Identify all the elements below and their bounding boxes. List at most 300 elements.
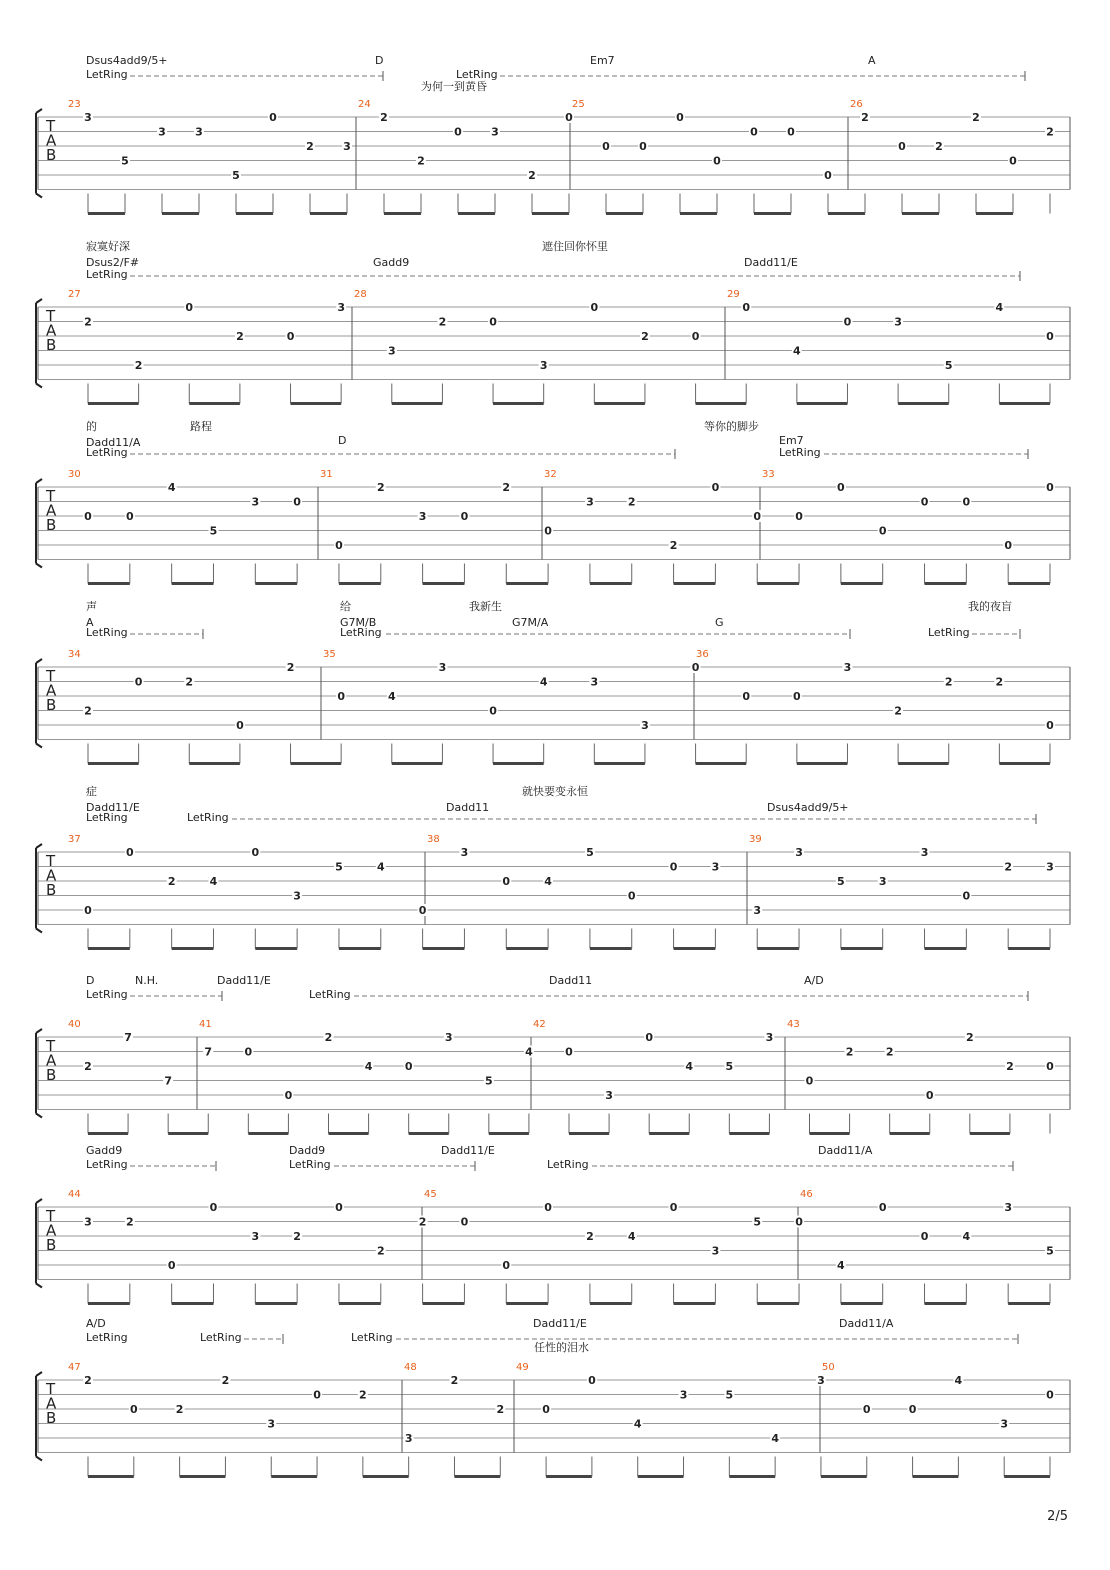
fret-number: 0 [805,1074,814,1088]
fret-number: 3 [251,495,260,509]
measure-number: 45 [424,1189,437,1200]
fret-number: 0 [335,1201,343,1214]
fret-number: 2 [966,1031,974,1044]
measure-number: 23 [68,99,81,110]
fret-number: 3 [418,510,427,523]
letring-label: LetRing [779,446,821,459]
fret-number: 0 [460,510,469,523]
fret-number: 4 [793,344,801,358]
fret-number: 3 [293,889,301,903]
fret-number: 3 [337,301,345,314]
fret-number: 2 [134,359,143,372]
fret-number: 3 [795,846,803,859]
tab-staff [0,425,1110,605]
fret-number: 0 [843,315,852,329]
tab-clef-letter: B [46,336,57,354]
fret-number: 2 [84,1060,92,1073]
fret-number: 2 [502,481,511,494]
fret-number: 4 [633,1417,642,1431]
tab-staff [0,790,1110,970]
measure-number: 36 [696,649,709,660]
chord-label: D [375,54,384,67]
fret-number: 2 [359,1388,367,1402]
fret-number: 3 [641,719,649,732]
lyric-text: 任性的泪水 [534,1341,589,1354]
fret-number: 0 [878,1201,887,1214]
fret-number: 0 [898,140,906,153]
tab-system [0,420,1110,605]
fret-number: 4 [627,1230,636,1243]
fret-number: 3 [605,1089,613,1102]
fret-number: 2 [84,704,92,718]
measure-number: 29 [727,289,740,300]
fret-number: 0 [129,1403,138,1416]
fret-number: 0 [787,125,795,139]
fret-number: 5 [121,154,129,168]
fret-number: 0 [908,1403,917,1416]
fret-number: 2 [84,1374,92,1387]
fret-number: 5 [586,846,594,859]
chord-label: A/D [804,974,824,987]
letring-label: LetRing [928,626,970,639]
fret-number: 4 [376,860,385,874]
fret-number: 4 [685,1060,694,1073]
fret-number: 0 [925,1089,934,1102]
fret-number: 0 [284,1089,293,1102]
fret-number: 5 [753,1215,762,1229]
chord-label: G7M/B [340,616,377,629]
fret-number: 0 [753,510,762,523]
fret-number: 3 [1000,1417,1009,1431]
tab-system [0,600,1110,785]
fret-number: 5 [725,1060,734,1073]
tab-clef-letter: A [46,131,57,150]
fret-number: 0 [824,169,832,182]
fret-number: 0 [837,481,845,494]
tab-clef-letter: A [46,1221,57,1240]
letring-label: LetRing [351,1331,393,1344]
fret-number: 4 [544,875,552,888]
fret-number: 2 [417,154,425,168]
fret-number: 3 [84,1215,92,1229]
tab-clef-letter: A [46,1394,57,1413]
chord-label: D [86,974,95,987]
fret-number: 2 [84,315,92,329]
letring-label: LetRing [309,988,351,1001]
chord-label: Dadd11/A [818,1144,873,1157]
tab-system [0,240,1110,425]
lyric-text: 等你的脚步 [704,420,759,433]
fret-number: 3 [158,125,166,139]
page-number: 2/5 [1047,1509,1068,1524]
tab-staff [0,245,1110,425]
fret-number: 2 [221,1374,230,1387]
fret-number: 0 [1046,719,1054,732]
fret-number: 0 [293,495,301,509]
fret-number: 4 [167,481,176,494]
fret-number: 4 [962,1230,971,1243]
chord-label: A/D [86,1317,106,1330]
letring-label: LetRing [340,626,382,639]
measure-number: 50 [822,1362,835,1373]
fret-number: 4 [364,1060,373,1073]
tab-clef-letter: A [46,1051,57,1070]
fret-number: 0 [125,846,134,859]
lyric-text: 症 [86,785,97,798]
tab-system [0,55,1110,235]
tab-clef-letter: T [46,487,56,505]
staff-bracket [36,844,42,933]
measure-number: 25 [572,99,585,110]
fret-number: 0 [84,904,92,917]
fret-number: 3 [894,315,902,329]
measure-number: 32 [544,469,557,480]
lyric-text: 我新生 [469,600,502,613]
fret-number: 3 [586,495,594,509]
fret-number: 3 [920,846,929,859]
measure-number: 41 [199,1019,212,1030]
fret-number: 3 [267,1417,276,1431]
chord-label: Dadd11/A [839,1317,894,1330]
fret-number: 5 [725,1388,734,1402]
fret-number: 2 [995,675,1004,689]
chord-label: A [86,616,94,629]
letring-label: LetRing [200,1331,242,1344]
fret-number: 0 [313,1388,321,1402]
chord-label: Dadd11 [549,974,593,987]
fret-number: 5 [1046,1244,1054,1258]
tab-clef-letter: A [46,501,57,520]
fret-number: 0 [489,315,497,329]
tab-clef-letter: A [46,681,57,700]
fret-number: 2 [669,539,678,552]
measure-number: 37 [68,834,81,845]
tab-staff [0,975,1110,1155]
letring-label: LetRing [86,446,128,459]
measure-number: 30 [68,469,81,480]
fret-number: 2 [236,330,244,343]
fret-number: 0 [795,1215,803,1229]
fret-number: 0 [962,495,971,509]
fret-number: 7 [164,1074,172,1088]
fret-number: 2 [293,1230,301,1243]
letring-label: LetRing [86,268,128,281]
fret-number: 5 [944,359,953,372]
chord-label: Dadd9 [289,1144,326,1157]
fret-number: 2 [185,675,194,689]
measure-number: 48 [404,1362,417,1373]
fret-number: 0 [669,860,678,874]
lyric-text: 我的夜盲 [968,600,1012,613]
fret-number: 4 [387,690,396,703]
fret-number: 0 [544,1201,552,1214]
tab-staff [0,55,1110,235]
measure-number: 47 [68,1362,81,1373]
letring-label: LetRing [86,1331,128,1344]
chord-label: Em7 [779,434,804,447]
chord-label: N.H. [135,974,159,987]
fret-number: 0 [713,154,721,168]
staff-bracket [36,1372,42,1461]
lyric-text: 寂寞好深 [86,240,130,253]
fret-number: 0 [134,675,143,689]
fret-number: 0 [1004,539,1013,552]
measure-number: 33 [762,469,775,480]
fret-number: 2 [376,481,385,494]
chord-label: Dsus4add9/5+ [86,54,168,67]
fret-number: 0 [460,1215,469,1229]
chord-label: Dsus2/F# [86,256,140,269]
fret-number: 3 [711,1244,720,1258]
fret-number: 3 [843,661,852,674]
chord-label: Dadd11/E [86,801,140,814]
chord-label: Gadd9 [86,1144,123,1157]
fret-number: 2 [125,1215,134,1229]
fret-number: 0 [125,510,134,523]
letring-label: LetRing [86,1158,128,1171]
fret-number: 0 [691,330,700,343]
staff-bracket [36,1199,42,1288]
fret-number: 2 [528,169,536,182]
fret-number: 3 [438,661,447,674]
tab-clef-letter: T [46,307,56,325]
fret-number: 0 [639,140,647,153]
fret-number: 0 [286,330,295,343]
chord-label: Dadd11/E [217,974,271,987]
tab-clef-letter: T [46,852,56,870]
measure-number: 35 [323,649,336,660]
fret-number: 2 [627,495,636,509]
chord-label: A [868,54,876,67]
measure-number: 26 [850,99,863,110]
fret-number: 0 [920,1230,929,1243]
fret-number: 2 [586,1230,594,1243]
tab-clef-letter: B [46,881,57,899]
staff-bracket [36,479,42,568]
tab-clef-letter: A [46,321,57,340]
measure-number: 38 [427,834,440,845]
fret-number: 0 [335,539,343,552]
fret-number: 0 [795,510,803,523]
fret-number: 3 [460,846,469,859]
letring-label: LetRing [86,68,128,81]
tab-clef-letter: T [46,1380,56,1398]
fret-number: 2 [972,111,980,124]
fret-number: 0 [676,111,684,124]
fret-number: 3 [251,1230,260,1243]
chord-label: G7M/A [512,616,549,629]
chord-label: Dadd11/E [441,1144,495,1157]
fret-number: 4 [539,675,548,689]
fret-number: 0 [711,481,720,494]
fret-number: 2 [380,111,388,124]
fret-number: 3 [817,1374,825,1387]
fret-number: 3 [753,904,762,917]
measure-number: 24 [358,99,371,110]
fret-number: 2 [450,1374,459,1387]
tab-clef-letter: T [46,117,56,135]
fret-number: 3 [404,1432,413,1445]
fret-number: 0 [84,510,92,523]
tab-clef-letter: B [46,1409,57,1427]
fret-number: 4 [995,301,1004,314]
fret-number: 7 [204,1045,213,1059]
chord-label: Dadd11/E [533,1317,587,1330]
fret-number: 4 [525,1045,533,1059]
fret-number: 0 [489,704,497,718]
fret-number: 0 [565,1045,573,1059]
lyric-text: 的 [86,420,97,433]
measure-number: 40 [68,1019,81,1030]
fret-number: 0 [269,111,277,124]
fret-number: 0 [544,524,552,538]
fret-number: 2 [944,675,953,689]
fret-number: 0 [502,875,511,888]
lyric-text: 为何一到黄昏 [421,80,487,93]
fret-number: 2 [167,875,176,888]
fret-number: 5 [335,860,343,874]
fret-number: 2 [496,1403,505,1416]
fret-number: 0 [209,1201,218,1214]
tab-staff [0,1318,1110,1498]
fret-number: 0 [602,140,610,153]
fret-number: 0 [920,495,929,509]
chord-label: Dsus4add9/5+ [767,801,849,814]
fret-number: 2 [438,315,447,329]
fret-number: 2 [885,1045,894,1059]
fret-number: 3 [1046,860,1054,874]
tab-clef-letter: B [46,146,57,164]
fret-number: 3 [343,140,351,153]
fret-number: 2 [306,140,314,153]
fret-number: 0 [236,719,244,732]
fret-number: 3 [679,1388,688,1402]
lyric-text: 声 [86,600,97,613]
fret-number: 3 [539,359,548,372]
measure-number: 43 [787,1019,800,1030]
fret-number: 3 [878,875,887,888]
fret-number: 0 [244,1045,253,1059]
fret-number: 0 [167,1259,176,1272]
fret-number: 0 [669,1201,678,1214]
tab-clef-letter: B [46,696,57,714]
fret-number: 0 [185,301,194,314]
fret-number: 0 [878,524,887,538]
fret-number: 3 [711,860,720,874]
lyric-text: 遮住回你怀里 [542,240,608,253]
fret-number: 7 [124,1031,132,1044]
chord-label: Em7 [590,54,615,67]
measure-number: 27 [68,289,81,300]
fret-number: 3 [444,1031,453,1044]
fret-number: 3 [1004,1201,1013,1214]
tab-clef-letter: T [46,667,56,685]
fret-number: 3 [84,111,92,124]
fret-number: 0 [337,690,345,703]
measure-number: 28 [354,289,367,300]
tab-clef-letter: B [46,1066,57,1084]
fret-number: 0 [1046,1388,1054,1402]
fret-number: 0 [590,301,599,314]
fret-number: 2 [175,1403,184,1416]
fret-number: 5 [485,1074,493,1088]
tab-system [0,785,1110,970]
fret-number: 5 [232,169,240,182]
fret-number: 0 [862,1403,871,1416]
fret-number: 0 [691,661,700,674]
measure-number: 31 [320,469,333,480]
fret-number: 5 [209,524,218,538]
fret-number: 0 [251,846,260,859]
chord-label: Dadd11/E [744,256,798,269]
fret-number: 0 [742,690,751,703]
measure-number: 42 [533,1019,546,1030]
fret-number: 2 [418,1215,427,1229]
staff-bracket [36,299,42,388]
letring-label: LetRing [86,626,128,639]
fret-number: 0 [1046,330,1054,343]
letring-label: LetRing [289,1158,331,1171]
fret-number: 2 [894,704,902,718]
lyric-text: 路程 [190,420,212,433]
letring-label: LetRing [456,68,498,81]
tab-system [0,975,1110,1155]
fret-number: 2 [376,1244,385,1258]
tab-clef-letter: A [46,866,57,885]
staff-bracket [36,659,42,748]
tab-system [0,1318,1110,1498]
fret-number: 0 [627,889,636,903]
tab-clef-letter: B [46,1236,57,1254]
fret-number: 4 [771,1432,779,1445]
fret-number: 0 [418,904,427,917]
measure-number: 34 [68,649,81,660]
fret-number: 0 [750,125,758,139]
chord-label: G [715,616,724,629]
fret-number: 3 [765,1031,774,1044]
tab-clef-letter: T [46,1037,56,1055]
fret-number: 2 [1006,1060,1014,1073]
fret-number: 4 [837,1259,845,1272]
tab-staff [0,1145,1110,1325]
fret-number: 3 [195,125,203,139]
tab-system [0,1145,1110,1325]
fret-number: 2 [641,330,649,343]
letring-label: LetRing [86,811,128,824]
lyric-text: 给 [340,600,351,613]
fret-number: 0 [404,1060,413,1073]
measure-number: 39 [749,834,762,845]
fret-number: 0 [645,1031,653,1044]
fret-number: 4 [209,875,218,888]
fret-number: 0 [962,889,971,903]
fret-number: 3 [491,125,499,139]
fret-number: 0 [1009,154,1017,168]
fret-number: 0 [565,111,573,124]
measure-number: 49 [516,1362,529,1373]
fret-number: 0 [793,690,801,703]
chord-label: Gadd9 [373,256,410,269]
fret-number: 2 [1046,125,1054,139]
fret-number: 2 [324,1031,333,1044]
fret-number: 5 [837,875,845,888]
staff-bracket [36,109,42,198]
chord-label: Dadd11 [446,801,490,814]
fret-number: 0 [542,1403,550,1416]
measure-number: 44 [68,1189,81,1200]
fret-number: 2 [845,1045,854,1059]
chord-label: Dadd11/A [86,436,141,449]
